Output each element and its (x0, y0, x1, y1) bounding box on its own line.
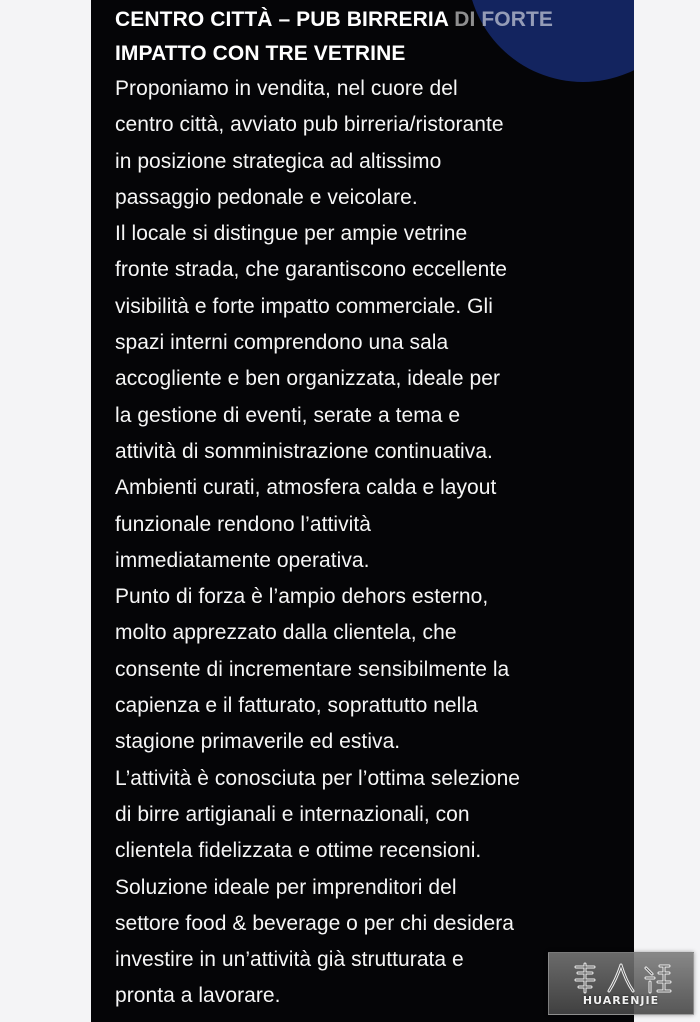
listing-card (91, 0, 634, 1022)
watermark-glyph-icon (642, 961, 672, 995)
watermark-text: HUARENJIE (582, 994, 660, 1007)
watermark-logo (548, 952, 694, 1015)
listing-content (115, 0, 615, 1015)
description-line: funzionale rendono l’attività (115, 512, 371, 536)
description-line: stagione primaverile ed estiva. (115, 730, 401, 754)
description-line: la gestione di eventi, serate a tema e (115, 403, 461, 427)
title-line-2: IMPATTO CON TRE VETRINE (115, 42, 406, 65)
description-line: pronta a lavorare. (115, 984, 281, 1008)
title-part-main: CENTRO CITTÀ – PUB BIRRERIA (115, 8, 449, 31)
watermark-glyph-icon (606, 961, 636, 995)
description-line: clientela fidelizzata e ottime recensioni. (115, 839, 482, 863)
title-part-faded: DI FORTE (448, 8, 553, 31)
description-line: Soluzione ideale per imprenditori del (115, 875, 457, 899)
description-line: spazi interni comprendono una sala (115, 331, 449, 355)
listing-description (115, 71, 615, 1015)
description-line: immediatamente operativa. (115, 548, 370, 572)
description-line: attività di somministrazione continuativa. (115, 439, 493, 463)
description-line: fronte strada, che garantiscono eccellente (115, 258, 508, 282)
title-line-1 (115, 3, 615, 37)
description-line: L’attività è conosciuta per l’ottima selezione (115, 766, 521, 790)
description-line: di birre artigianali e internazionali, con (115, 802, 470, 826)
description-line: visibilità e forte impatto commerciale. Gli (115, 294, 493, 318)
listing-title (115, 0, 615, 71)
description-line: in posizione strategica ad altissimo (115, 149, 442, 173)
description-line: investire in un’attività già strutturata e (115, 948, 464, 972)
description-line: passaggio pedonale e veicolare. (115, 185, 418, 209)
description-line: Proponiamo in vendita, nel cuore del (115, 77, 458, 100)
description-line: accogliente e ben organizzata, ideale per (115, 367, 500, 391)
description-line: centro città, avviato pub birreria/ristorante (115, 113, 504, 137)
description-line: Punto di forza è l’ampio dehors esterno, (115, 585, 489, 609)
watermark-glyph-icon (570, 961, 600, 995)
watermark-emblem (570, 961, 672, 995)
description-line: capienza e il fatturato, soprattutto nella (115, 694, 478, 718)
description-line: consente di incrementare sensibilmente la (115, 657, 510, 681)
description-line: Il locale si distingue per ampie vetrine (115, 222, 468, 246)
description-line: molto apprezzato dalla clientela, che (115, 621, 457, 645)
description-line: Ambienti curati, atmosfera calda e layout (115, 476, 497, 500)
description-line: settore food & beverage o per chi desidera (115, 911, 515, 935)
